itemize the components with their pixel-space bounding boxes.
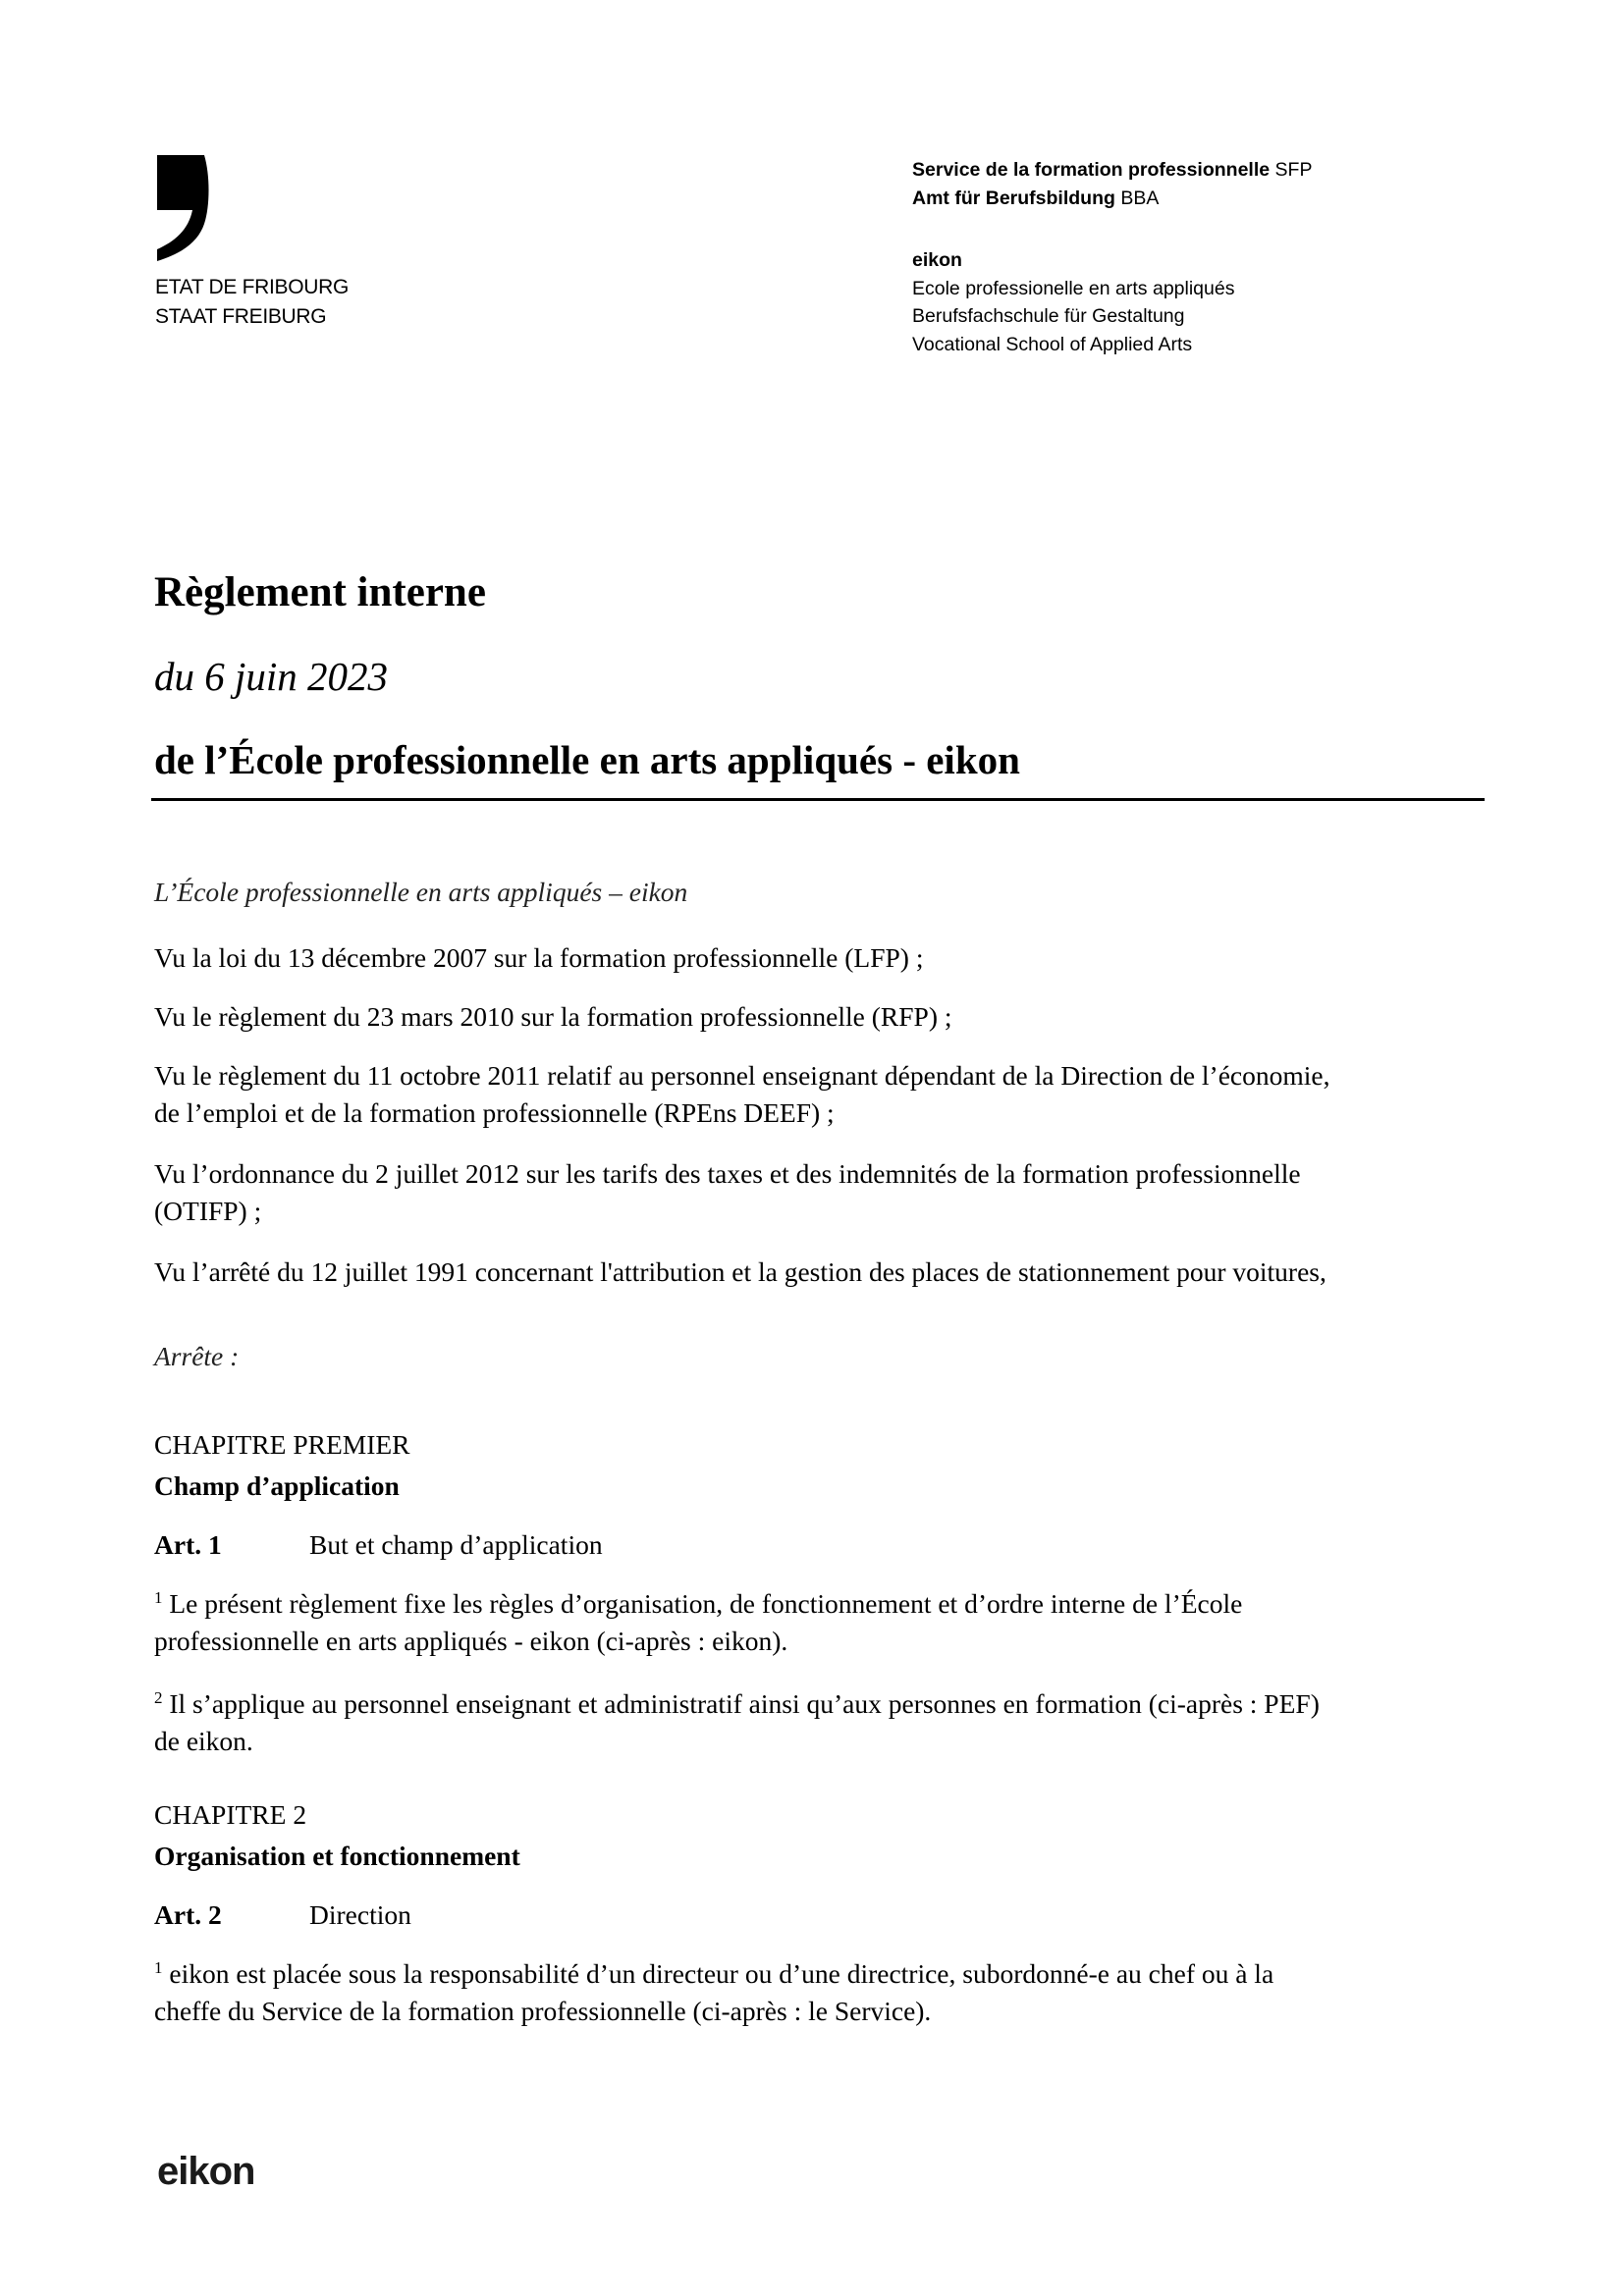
article-1-title: But et champ d’application: [309, 1529, 603, 1560]
title-divider: [151, 798, 1485, 801]
paragraph-number: 1: [154, 1588, 163, 1607]
article-1-paragraph-1-line-1: [154, 1590, 1242, 1618]
document-title: Règlement interne: [154, 569, 486, 615]
service-de-name: Amt für Berufsbildung: [912, 187, 1115, 209]
service-fr-name: Service de la formation professionnelle: [912, 159, 1271, 181]
service-fr: [912, 161, 1312, 181]
fribourg-comma-logo-icon: [155, 155, 214, 261]
school-name-de: Berufsfachschule für Gestaltung: [912, 305, 1185, 327]
article-1-header: [154, 1531, 603, 1559]
eikon-footer-logo: eikon: [157, 2150, 255, 2193]
document-subtitle: de l’École professionnelle en arts appliqués - eikon: [154, 737, 1020, 782]
service-de: [912, 189, 1159, 209]
article-1-paragraph-2-line-2: de eikon.: [154, 1726, 253, 1756]
service-fr-abbr: SFP: [1274, 159, 1313, 181]
consideration-1: Vu la loi du 13 décembre 2007 sur la formation professionnelle (LFP) ;: [154, 942, 924, 973]
chapter-1-heading: CHAPITRE PREMIER: [154, 1429, 410, 1460]
school-name: eikon: [912, 249, 962, 271]
paragraph-number: 1: [154, 1958, 163, 1977]
chapter-2-heading-text: CHAPITRE 2: [154, 1799, 307, 1830]
school-name-en: Vocational School of Applied Arts: [912, 334, 1193, 355]
school-name-fr: Ecole professionelle en arts appliqués: [912, 278, 1235, 299]
paragraph-number: 2: [154, 1688, 163, 1707]
service-de-abbr: BBA: [1120, 187, 1160, 209]
paragraph-text: eikon est placée sous la responsabilité d’un directeur ou d’une directrice, subordonné-e au chef ou à la: [169, 1958, 1274, 1989]
article-1-paragraph-2-line-1: [154, 1690, 1320, 1718]
issuing-authority: L’École professionnelle en arts appliqués – eikon: [154, 877, 688, 907]
paragraph-text: Le présent règlement fixe les règles d’organisation, de fonctionnement et d’ordre interne de l’École: [169, 1588, 1243, 1619]
state-name-de: STAAT FREIBURG: [155, 305, 327, 328]
consideration-4-line-2: (OTIFP) ;: [154, 1196, 262, 1226]
article-2-header: [154, 1901, 411, 1929]
chapter-2-title: Organisation et fonctionnement: [154, 1841, 520, 1871]
paragraph-text: Il s’applique au personnel enseignant et administratif ainsi qu’aux personnes en formation (ci-après : PEF): [169, 1688, 1320, 1719]
document-date: du 6 juin 2023: [154, 654, 389, 699]
decree-formula: Arrête :: [154, 1341, 240, 1371]
consideration-3-line-2: de l’emploi et de la formation professionnelle (RPEns DEEF) ;: [154, 1097, 835, 1128]
chapter-1-title: Champ d’application: [154, 1470, 400, 1501]
article-1-paragraph-1-line-2: professionnelle en arts appliqués - eikon (ci-après : eikon).: [154, 1626, 788, 1656]
article-2-title: Direction: [309, 1899, 411, 1930]
consideration-3-line-1: Vu le règlement du 11 octobre 2011 relatif au personnel enseignant dépendant de la Direction de l’économie,: [154, 1060, 1330, 1091]
article-2-number: Art. 2: [154, 1899, 222, 1930]
chapter-2-heading: [154, 1801, 306, 1829]
consideration-4-line-1: Vu l’ordonnance du 2 juillet 2012 sur les tarifs des taxes et des indemnités de la formation professionnelle: [154, 1158, 1301, 1189]
article-2-paragraph-1-line-2: cheffe du Service de la formation professionnelle (ci-après : le Service).: [154, 1996, 932, 2026]
state-name-fr: ETAT DE FRIBOURG: [155, 276, 350, 298]
consideration-5: Vu l’arrêté du 12 juillet 1991 concernant l'attribution et la gestion des places de stationnement pour voitures,: [154, 1256, 1326, 1287]
article-1-number: Art. 1: [154, 1529, 222, 1560]
article-2-paragraph-1-line-1: [154, 1960, 1273, 1988]
consideration-2: Vu le règlement du 23 mars 2010 sur la formation professionnelle (RFP) ;: [154, 1001, 952, 1032]
